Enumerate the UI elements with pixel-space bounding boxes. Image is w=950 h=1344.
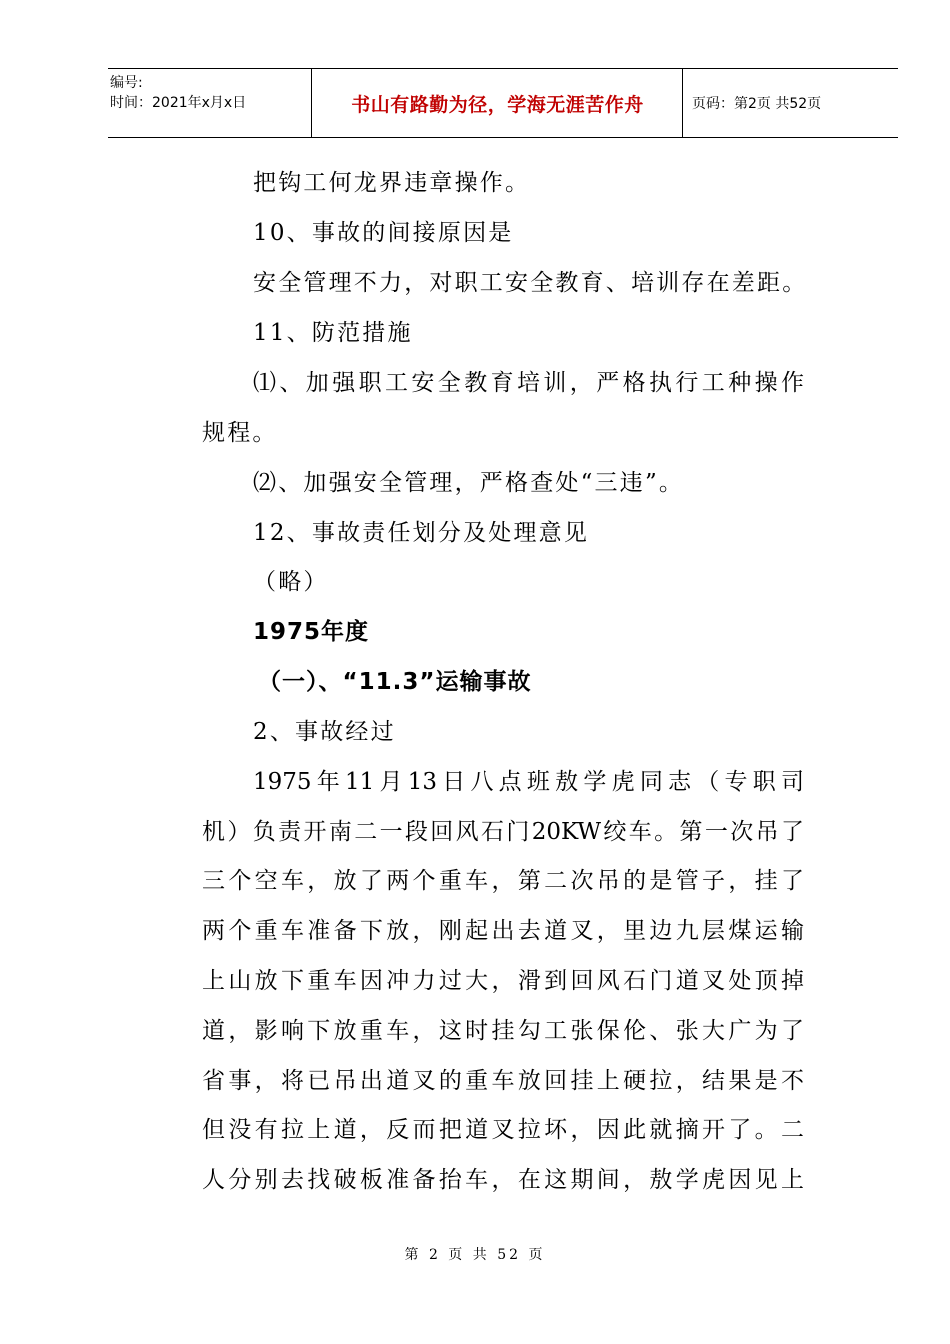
body-line: 规程。	[202, 420, 278, 446]
section-heading: 10、事故的间接原因是	[253, 220, 514, 246]
body-line: 把钩工何龙界违章操作。	[253, 170, 531, 196]
header-divider	[682, 69, 683, 137]
body-line: 道，影响下放重车，这时挂勾工张保伦、张大广为了	[202, 1018, 804, 1044]
year-heading: 1975年度	[253, 619, 370, 645]
body-line: 人分别去找破板准备抬车，在这期间，敖学虎因见上	[202, 1167, 804, 1193]
body-line: 三个空车，放了两个重车，第二次吊的是管子，挂了	[202, 868, 804, 894]
section-heading: 2、事故经过	[253, 719, 396, 745]
body-line: 但没有拉上道，反而把道叉拉坏，因此就摘开了。二	[202, 1117, 804, 1143]
body-line: 上山放下重车因冲力过大，滑到回风石门道叉处顶掉	[202, 968, 804, 994]
body-line: 1975年11月13日八点班敖学虎同志（专职司	[253, 769, 804, 795]
header-motto: 书山有路勤为径，学海无涯苦作舟	[351, 93, 644, 116]
section-heading: 11、防范措施	[253, 320, 413, 346]
body-line: 两个重车准备下放，刚起出去道叉，里边九层煤运输	[202, 918, 804, 944]
body-line: ⑴、加强职工安全教育培训，严格执行工种操作	[253, 370, 804, 396]
page-header	[108, 68, 898, 138]
header-divider	[311, 69, 312, 137]
body-line: 安全管理不力，对职工安全教育、培训存在差距。	[253, 270, 808, 296]
body-line: 机）负责开南二一段回风石门20KW绞车。第一次吊了	[202, 819, 804, 845]
body-line: 省事，将已吊出道叉的重车放回挂上硬拉，结果是不	[202, 1068, 804, 1094]
header-page-info: 页码：第2页 共52页	[692, 96, 822, 112]
document-date: 时间：2021年x月x日	[110, 95, 247, 111]
section-heading: 12、事故责任划分及处理意见	[253, 520, 590, 546]
body-line: ⑵、加强安全管理，严格查处“三违”。	[253, 470, 685, 496]
body-line: （略）	[253, 569, 329, 595]
header-meta	[108, 69, 311, 137]
page-footer: 第 2 页 共 52 页	[404, 1247, 546, 1263]
accident-title: （一）、“11.3”运输事故	[258, 669, 532, 695]
document-number-label: 编号:	[110, 75, 143, 91]
